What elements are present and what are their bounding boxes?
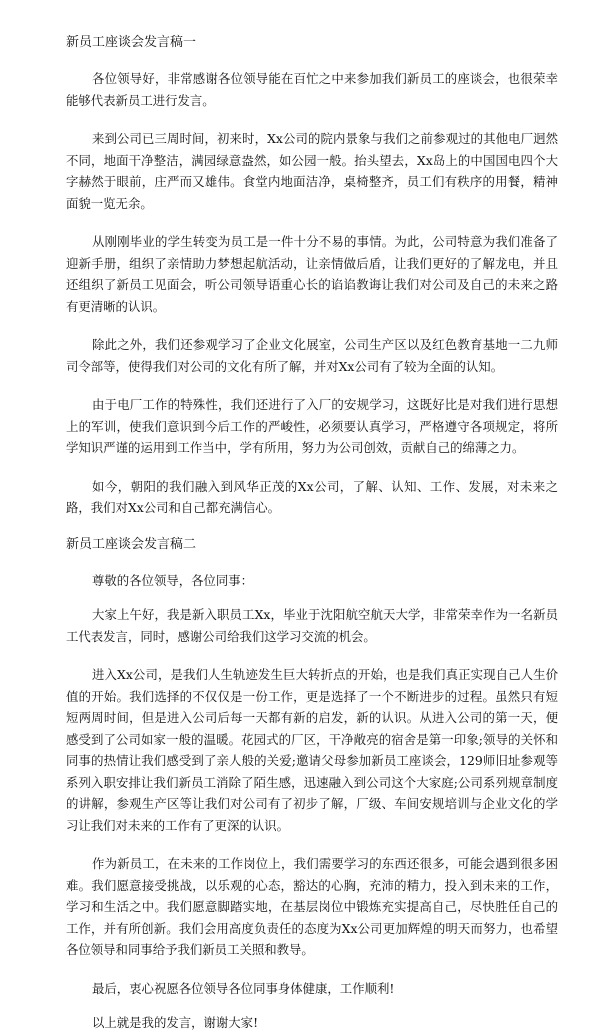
section2-title: 新员工座谈会发言稿二 (66, 536, 197, 552)
section2-paragraph-1: 大家上午好，我是新入职员工Xx，毕业于沈阳航空航天大学，非常荣幸作为一名新员工代表发言，同时，感谢公司给我们这学习交流的机会。 (66, 607, 558, 644)
section2-salutation: 尊敬的各位领导，各位同事： (92, 572, 254, 588)
section2-closing-thanks: 以上就是我的发言，谢谢大家! (92, 1015, 259, 1030)
section2-paragraph-3: 作为新员工，在未来的工作岗位上，我们需要学习的东西还很多，可能会遇到很多困难。我们愿意接受挑战，以乐观的心态，豁达的心胸，充沛的精力，投入到未来的工作，学习和生活之中。我们愿意脚踏实地，在基层岗位中锻炼充实提高自己，尽快胜任自己的工作，并有所创新。我们会用高度负责任的态度为Xx公司更加辉煌的明天而努力，也希望各位领导和同事给予我们新员工关照和教导。 (66, 856, 558, 957)
section1-paragraph-1: 各位领导好，非常感谢各位领导能在百忙之中来参加我们新员工的座谈会，也很荣幸能够代表新员工进行发言。 (66, 71, 558, 108)
section2-paragraph-2: 进入Xx公司，是我们人生轨迹发生巨大转折点的开始，也是我们真正实现自己人生价值的开始。我们选择的不仅仅是一份工作，更是选择了一个不断进步的过程。虽然只有短短两周时间，但是进入公司后每一天都有新的启发，新的认识。从进入公司的第一天，便感受到了公司如家一般的温暖。花园式的厂区，干净敞亮的宿舍是第一印象;领导的关怀和同事的热情让我们感受到了亲人般的关爱;邀请父母参加新员工座谈会，129师旧址参观等系列入职安排让我们新员工消除了陌生感，迅速融入到公司这个大家庭;公司系列规章制度的讲解，参观生产区等让我们对公司有了初步了解，厂级、车间安规培训与企业文化的学习让我们对未来的工作有了更深的认识。 (66, 667, 558, 833)
section1-title: 新员工座谈会发言稿一 (66, 35, 197, 50)
section1-paragraph-3: 从刚刚毕业的学生转变为员工是一件十分不易的事情。为此，公司特意为我们准备了迎新手册，组织了亲情助力梦想起航活动，让亲情做后盾，让我们更好的了解龙电，并且还组织了新员工见面会，听公司领导语重心长的谄谄教诲让我们对公司及自己的未来之路有更清晰的认识。 (66, 234, 558, 314)
section1-paragraph-4: 除此之外，我们还参观学习了企业文化展室，公司生产区以及红色教育基地一二九师司令部等，使得我们对公司的文化有所了解，并对Xx公司有了较为全面的认知。 (66, 337, 558, 374)
section1-paragraph-5: 由于电厂工作的特殊性，我们还进行了入厂的安规学习，这既好比是对我们进行思想上的军训，使我们意识到今后工作的严峻性，必须要认真学习，严格遵守各项规定，将所学知识严谨的运用到工作当中，学有所用，努力为公司创效，贡献自己的绵薄之力。 (66, 397, 558, 455)
section1-paragraph-2: 来到公司已三周时间，初来时，Xx公司的院内景象与我们之前参观过的其他电厂迥然不同，地面干净整洁，满园绿意盎然，如公园一般。抬头望去，Xx岛上的中国国电四个大字赫然于眼前，庄严而又雄伟。食堂内地面洁净，桌椅整齐，员工们有秩序的用餐，精神面貌一览无余。 (66, 131, 558, 211)
section1-paragraph-6: 如今，朝阳的我们融入到风华正茂的Xx公司，了解、认知、工作、发展，对未来之路，我们对Xx公司和自己都充满信心。 (66, 478, 558, 515)
section2-closing-wish: 最后，衷心祝愿各位领导各位同事身体健康，工作顺利! (92, 980, 395, 996)
